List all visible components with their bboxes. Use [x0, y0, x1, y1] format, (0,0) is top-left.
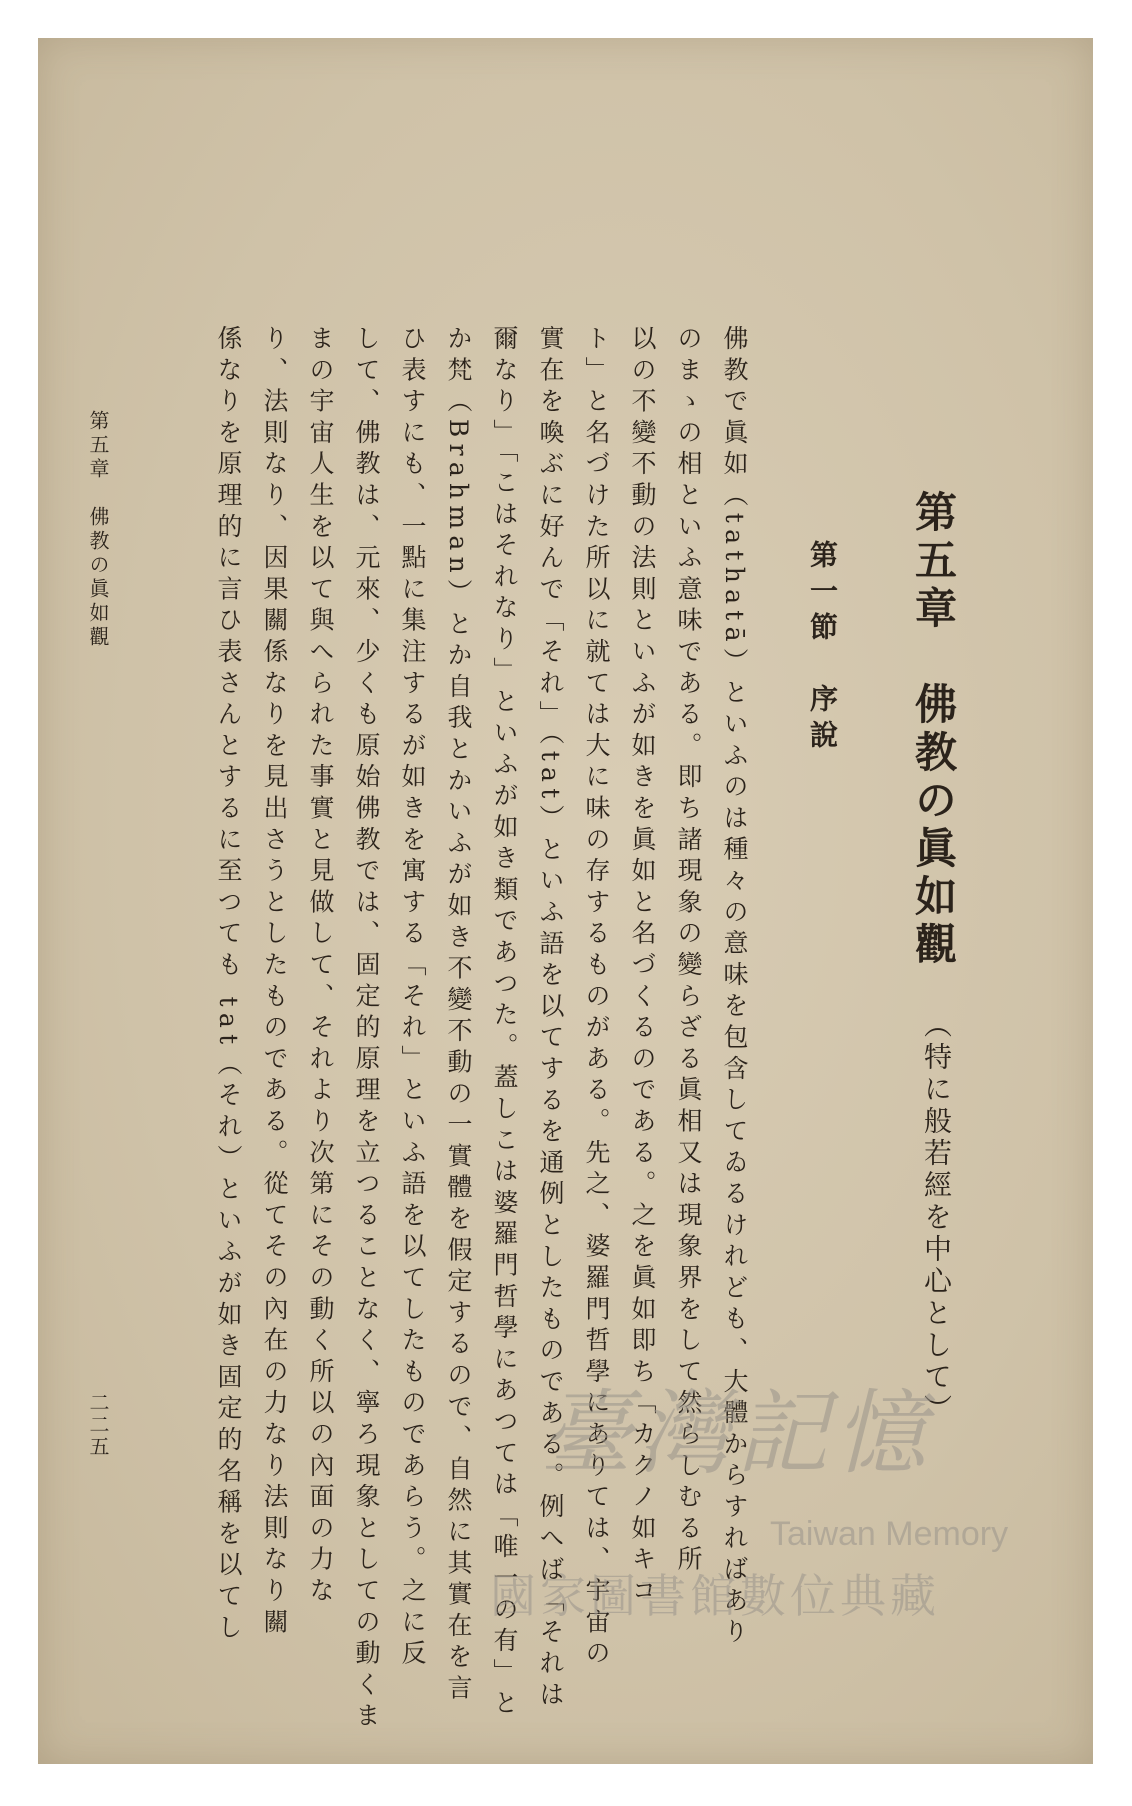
body-line: り、法則なり、因果關係なりを見出さうとしたものである。從てその內在の力なり法則なり關 [260, 325, 289, 1640]
body-line: ひ表すにも、一點に集注するが如きを寓する「それ」といふ語を以てしたものであらう。之に反 [398, 325, 427, 1671]
watermark-english: Taiwan Memory [770, 1515, 1009, 1553]
watermark-logo-text: 臺灣記憶 [540, 1380, 933, 1487]
running-head: 第五章 佛教の眞如觀 [86, 410, 110, 650]
body-line: して、佛教は、元來、少くも原始佛教では、固定的原理を立つることなく、寧ろ現象としての動くま [352, 325, 381, 1734]
body-line: 係なりを原理的に言ひ表さんとするに至つても tat（それ）といふが如き固定的名稱を以てし [214, 325, 243, 1646]
body-line: のまゝの相といふ意味である。即ち諸現象の變らざる眞相又は現象界をして然らしむる所 [674, 325, 703, 1577]
section-title: 第一節 序說 [806, 540, 839, 756]
body-line: 爾なり」「こはそれなり」といふが如き類であつた。蓋しこは婆羅門哲學にあつては「唯一の有」と [490, 325, 519, 1721]
body-line: まの宇宙人生を以て與へられた事實と見做して、それより次第にその動く所以の內面の力な [306, 325, 335, 1609]
page-number: 二二五 [86, 1392, 110, 1458]
watermark-institution: 國家圖書館數位典藏 [490, 1569, 940, 1623]
body-line: 佛教で眞如（tathatā）といふのは種々の意味を包含してゐるけれども、大體からすればあり [720, 325, 749, 1650]
body-line: 以の不變不動の法則といふが如きを眞如と名づくるのである。之を眞如即ち「カクノ如キコ [628, 325, 657, 1609]
chapter-title: 第五章 佛教の眞如觀 [909, 490, 958, 970]
body-line: か梵（Brahman）とか自我とかいふが如き不變不動の一實體を假定するので、自然に其實在を言 [444, 325, 473, 1706]
body-line: ト」と名づけた所以に就ては大に味の存するものがある。先之、婆羅門哲學にありては、宇宙の [582, 325, 611, 1671]
taiwan-memory-watermark [480, 1360, 1080, 1623]
chapter-subtitle: （特に般若經を中心として） [920, 1010, 953, 1426]
body-line: 實在を喚ぶに好んで「それ」（tat）といふ語を以てするを通例としたものである。例へば「それは [536, 325, 565, 1713]
